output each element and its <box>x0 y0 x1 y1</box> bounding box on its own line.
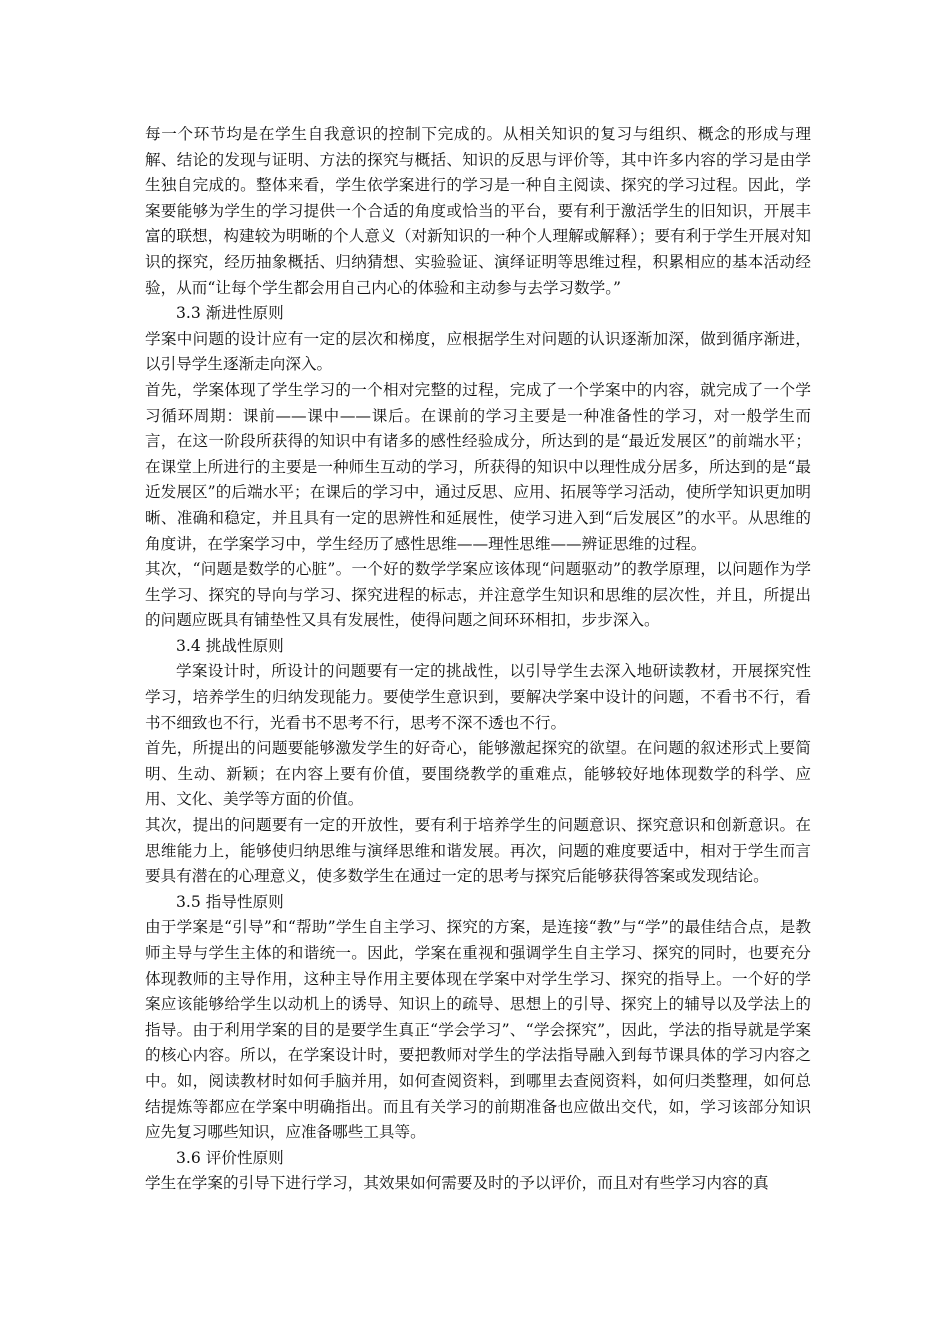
paragraph-3-4-intro: 学案设计时，所设计的问题要有一定的挑战性，以引导学生去深入地研读教材，开展探究性学习，培养学生的归纳发现能力。要使学生意识到，要解决学案中设计的问题，不看书不行，看书不细致也不行，光看书不思考不行，思考不深不透也不行。 <box>145 662 811 732</box>
section-heading-3-5: 3.5 指导性原则 <box>176 892 284 911</box>
section-heading-3-6: 3.6 评价性原则 <box>176 1148 284 1167</box>
paragraph-intro-continued: 每一个环节均是在学生自我意识的控制下完成的。从相关知识的复习与组织、概念的形成与理解、结论的发现与证明、方法的探究与概括、知识的反思与评价等，其中许多内容的学习是由学生独自完成的。整体来看，学生依学案进行的学习是一种自主阅读、探究的学习过程。因此，学案要能够为学生的学习提供一个合适的角度或恰当的平台，要有利于激活学生的旧知识，开展丰富的联想，构建较为明晰的个人意义（对新知识的一种个人理解或解释）；要有利于学生开展对知识的探究，经历抽象概括、归纳猜想、实验验证、演绎证明等思维过程，积累相应的基本活动经验，从而“让每个学生都会用自己内心的体验和主动参与去学习数学。” <box>145 125 811 297</box>
paragraph-3-4-first: 首先，所提出的问题要能够激发学生的好奇心，能够激起探究的欲望。在问题的叙述形式上要简明、生动、新颖；在内容上要有价值，要围绕教学的重难点，能够较好地体现数学的科学、应用、文化、美学等方面的价值。 <box>145 739 811 809</box>
document-body <box>145 122 811 1197</box>
paragraph-3-5-body: 由于学案是“引导”和“帮助”学生自主学习、探究的方案，是连接“教”与“学”的最佳结合点，是教师主导与学生主体的和谐统一。因此，学案在重视和强调学生自主学习、探究的同时，也要充分体现教师的主导作用，这种主导作用主要体现在学案中对学生学习、探究的指导上。一个好的学案应该能够给学生以动机上的诱导、知识上的疏导、思想上的引导、探究上的辅导以及学法上的指导。由于利用学案的目的是要学生真正“学会学习”、“学会探究”，因此，学法的指导就是学案的核心内容。所以，在学案设计时，要把教师对学生的学法指导融入到每节课具体的学习内容之中。如，阅读教材时如何手脑并用，如何查阅资料，到哪里去查阅资料，如何归类整理，如何总结提炼等都应在学案中明确指出。而且有关学习的前期准备也应做出交代，如，学习该部分知识应先复习哪些知识，应准备哪些工具等。 <box>145 918 811 1142</box>
section-heading-3-3: 3.3 渐进性原则 <box>176 304 284 323</box>
paragraph-3-3-intro: 学案中问题的设计应有一定的层次和梯度，应根据学生对问题的认识逐渐加深，做到循序渐进，以引导学生逐渐走向深入。 <box>145 329 811 374</box>
paragraph-3-3-first: 首先，学案体现了学生学习的一个相对完整的过程，完成了一个学案中的内容，就完成了一个学习循环周期：课前——课中——课后。在课前的学习主要是一种准备性的学习，对一般学生而言，在这一阶段所获得的知识中有诸多的感性经验成分，所达到的是“最近发展区”的前端水平；在课堂上所进行的主要是一种师生互动的学习，所获得的知识中以理性成分居多，所达到的是“最近发展区”的后端水平；在课后的学习中，通过反思、应用、拓展等学习活动，使所学知识更加明晰、准确和稳定，并且具有一定的思辨性和延展性，使学习进入到“后发展区”的水平。从思维的角度讲，在学案学习中，学生经历了感性思维——理性思维——辨证思维的过程。 <box>145 380 811 553</box>
section-heading-3-4: 3.4 挑战性原则 <box>176 636 284 655</box>
paragraph-3-3-second: 其次，“问题是数学的心脏”。一个好的数学学案应该体现“问题驱动”的教学原理，以问题作为学生学习、探究的导向与学习、探究进程的标志，并注意学生知识和思维的层次性，并且，所提出的问题应既具有铺垫性又具有发展性，使得问题之间环环相扣，步步深入。 <box>145 560 811 630</box>
paragraph-3-6-body: 学生在学案的引导下进行学习，其效果如何需要及时的予以评价，而且对有些学习内容的真 <box>145 1174 769 1193</box>
paragraph-3-4-second: 其次，提出的问题要有一定的开放性，要有利于培养学生的问题意识、探究意识和创新意识。在思维能力上，能够使归纳思维与演绎思维和谐发展。再次，问题的难度要适中，相对于学生而言要具有潜在的心理意义，使多数学生在通过一定的思考与探究后能够获得答案或发现结论。 <box>145 816 811 886</box>
